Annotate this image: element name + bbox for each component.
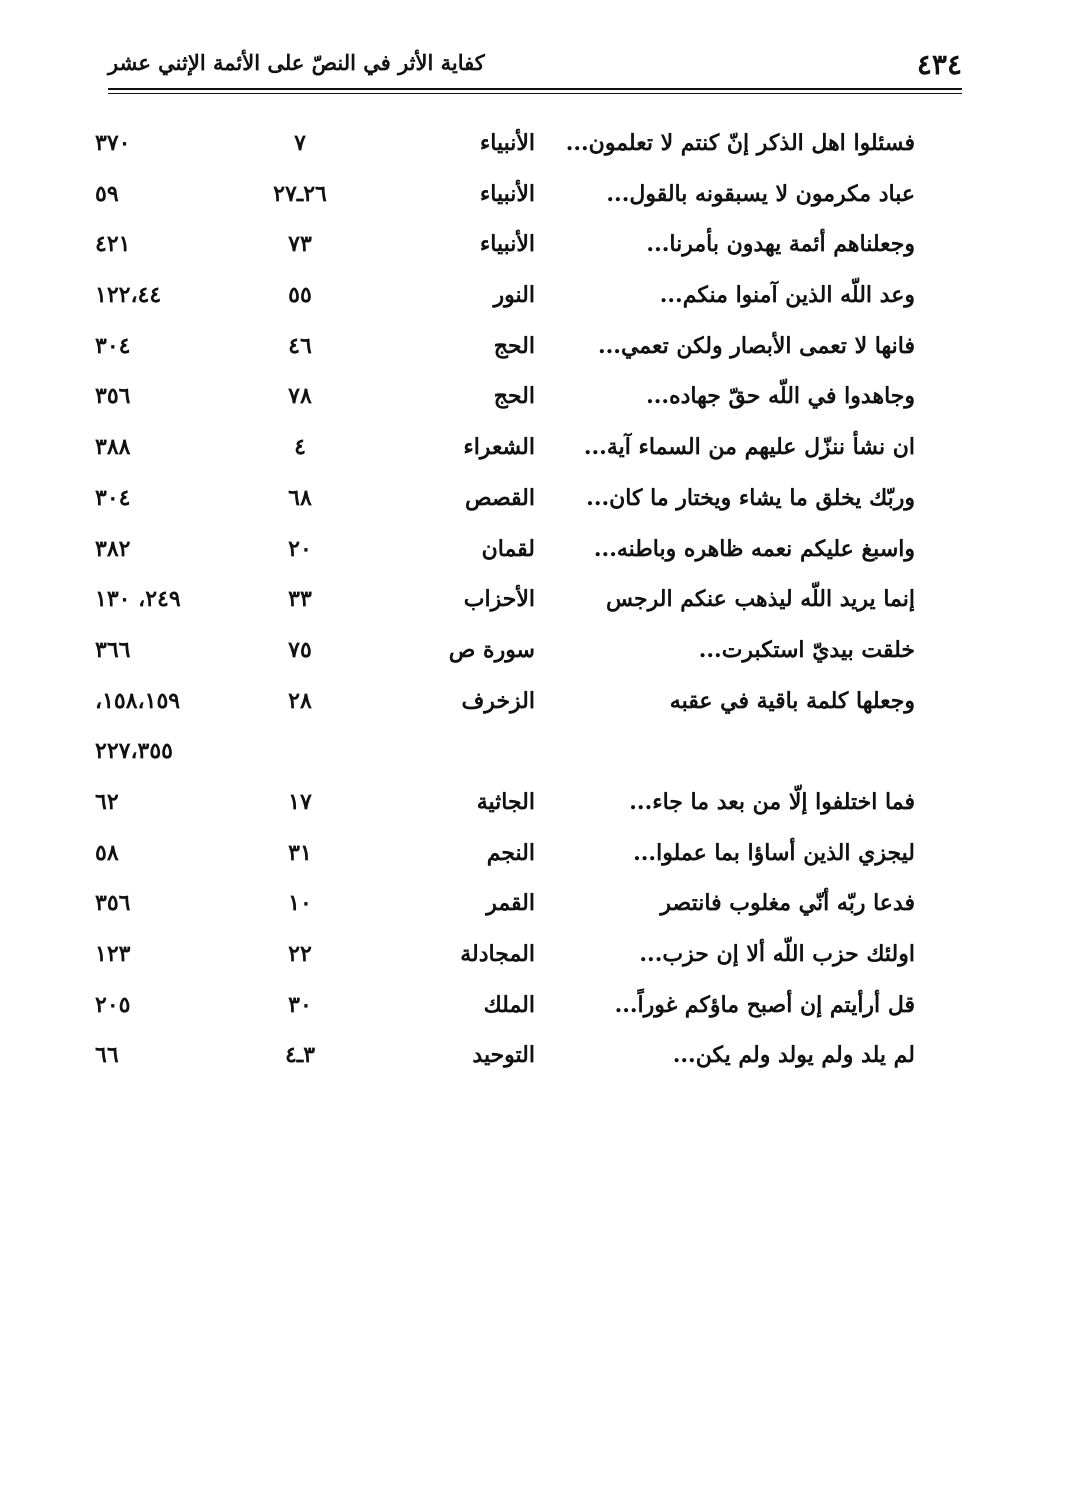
surah-name: سورة ص	[448, 636, 535, 663]
surah-name: لقمان	[481, 535, 535, 562]
surah-name: الملك	[483, 991, 535, 1018]
table-row	[95, 984, 915, 1035]
surah-name: النور	[493, 282, 535, 309]
verse-text: خلقت بيديّ استكبرت...	[698, 636, 915, 663]
table-row	[95, 223, 915, 274]
surah-name: الأنبياء	[479, 130, 535, 156]
verse-text: وجعلها كلمة باقية في عقبه	[669, 687, 915, 714]
table-row	[95, 882, 915, 933]
aya-number: ٤٦	[288, 332, 312, 359]
aya-number: ٢٢	[288, 941, 312, 967]
verse-text: ليجزي الذين أساؤا بما عملوا...	[633, 839, 915, 866]
surah-name: الأنبياء	[479, 180, 535, 207]
table-row	[95, 629, 915, 680]
surah-name: التوحيد	[472, 1042, 535, 1069]
table-row	[95, 122, 915, 173]
table-row	[95, 578, 915, 629]
aya-number: ٢٠	[288, 535, 312, 562]
aya-number: ٣٣	[288, 586, 312, 613]
aya-number: ٣١	[288, 839, 312, 866]
table-row	[95, 375, 915, 426]
table-row	[95, 173, 915, 224]
verse-text: وعد اللّه الذين آمنوا منكم...	[659, 282, 915, 309]
table-row	[95, 680, 915, 731]
page-references: ٦٢	[95, 788, 119, 815]
aya-number: ٧٥	[288, 636, 312, 663]
aya-number: ٦٨	[288, 484, 312, 511]
aya-number: ٤	[294, 434, 306, 461]
page-references: ٣٨٢	[95, 535, 131, 562]
page-references: ٣٧٠	[95, 130, 131, 156]
page-references: ٥٨	[95, 839, 119, 866]
table-row	[95, 477, 915, 528]
surah-name: القمر	[486, 890, 535, 917]
header-rule-thick	[108, 88, 962, 90]
verse-text: إنما يريد اللّه ليذهب عنكم الرجس	[605, 586, 915, 613]
page-references: ٢٢٧،٣٥٥	[95, 738, 173, 765]
table-row	[95, 781, 915, 832]
surah-name: الجاثية	[476, 788, 535, 815]
verse-text: فدعا ربّه أنّي مغلوب فانتصر	[660, 890, 915, 917]
surah-name: الحج	[493, 383, 535, 410]
verse-text: فسئلوا اهل الذكر إنّ كنتم لا تعلمون...	[565, 130, 915, 156]
aya-number: ٥٥	[288, 282, 312, 309]
verse-text: وجاهدوا في اللّه حقّ جهاده...	[646, 383, 915, 410]
page-references: ٣٥٦	[95, 890, 131, 917]
aya-number: ٧	[294, 130, 306, 156]
table-row	[95, 730, 915, 781]
running-title: كفاية الأثر في النصّ على الأئمة الإثني عشر	[108, 50, 485, 75]
aya-number: ١٠	[288, 890, 312, 917]
table-row	[95, 426, 915, 477]
page-references: ٣٥٦	[95, 383, 131, 410]
page-references: ٥٩	[95, 180, 119, 207]
page-references: ١٢٢،٤٤	[95, 282, 162, 309]
verse-text: ان نشأ ننزّل عليهم من السماء آية...	[583, 434, 915, 461]
aya-number: ٣ـ٤	[284, 1042, 316, 1069]
surah-name: القصص	[465, 484, 535, 511]
verse-text: لم يلد ولم يولد ولم يكن...	[672, 1042, 915, 1069]
surah-name: النجم	[486, 839, 535, 866]
page-references: ٢٠٥	[95, 991, 131, 1018]
page-references: ١٢٣	[95, 941, 131, 967]
verse-text: عباد مكرمون لا يسبقونه بالقول...	[606, 180, 915, 207]
aya-number: ٢٦ـ٢٧	[273, 180, 327, 207]
aya-number: ١٧	[288, 788, 312, 815]
page-references: ٣٨٨	[95, 434, 131, 461]
table-row	[95, 832, 915, 883]
verse-text: اولئك حزب اللّه ألا إن حزب...	[639, 941, 915, 967]
page-references: ٤٢١	[95, 231, 131, 258]
page-references: ٣٠٤	[95, 484, 131, 511]
table-row	[95, 933, 915, 984]
page-references: ٦٦	[95, 1042, 119, 1069]
page-references: ٣٠٤	[95, 332, 131, 359]
page-references: ١٥٨،١٥٩،	[95, 687, 181, 714]
surah-name: الشعراء	[463, 434, 535, 461]
aya-number: ٧٨	[288, 383, 312, 410]
surah-name: الأنبياء	[479, 231, 535, 258]
page-number: ٤٣٤	[916, 48, 962, 81]
table-row	[95, 1034, 915, 1085]
aya-number: ٣٠	[288, 991, 312, 1018]
verse-index-table	[95, 122, 915, 1085]
aya-number: ٢٨	[288, 687, 312, 714]
table-row	[95, 274, 915, 325]
verse-text: فما اختلفوا إلّا من بعد ما جاء...	[629, 788, 915, 815]
surah-name: الزخرف	[461, 687, 535, 714]
page-references: ٢٤٩، ١٣٠	[95, 586, 181, 613]
aya-number: ٧٣	[288, 231, 312, 258]
surah-name: الحج	[493, 332, 535, 359]
page-header	[108, 42, 962, 92]
verse-text: واسبغ عليكم نعمه ظاهره وباطنه...	[593, 535, 915, 562]
table-row	[95, 325, 915, 376]
verse-text: قل أرأيتم إن أصبح ماؤكم غوراً...	[614, 991, 915, 1018]
surah-name: المجادلة	[460, 941, 535, 967]
verse-text: وجعلناهم أئمة يهدون بأمرنا...	[646, 231, 915, 258]
verse-text: فانها لا تعمى الأبصار ولكن تعمي...	[597, 332, 915, 359]
verse-text: وربّك يخلق ما يشاء ويختار ما كان...	[586, 484, 915, 511]
surah-name: الأحزاب	[463, 586, 535, 613]
page-references: ٣٦٦	[95, 636, 131, 663]
header-rule-thin	[108, 93, 962, 94]
table-row	[95, 528, 915, 579]
